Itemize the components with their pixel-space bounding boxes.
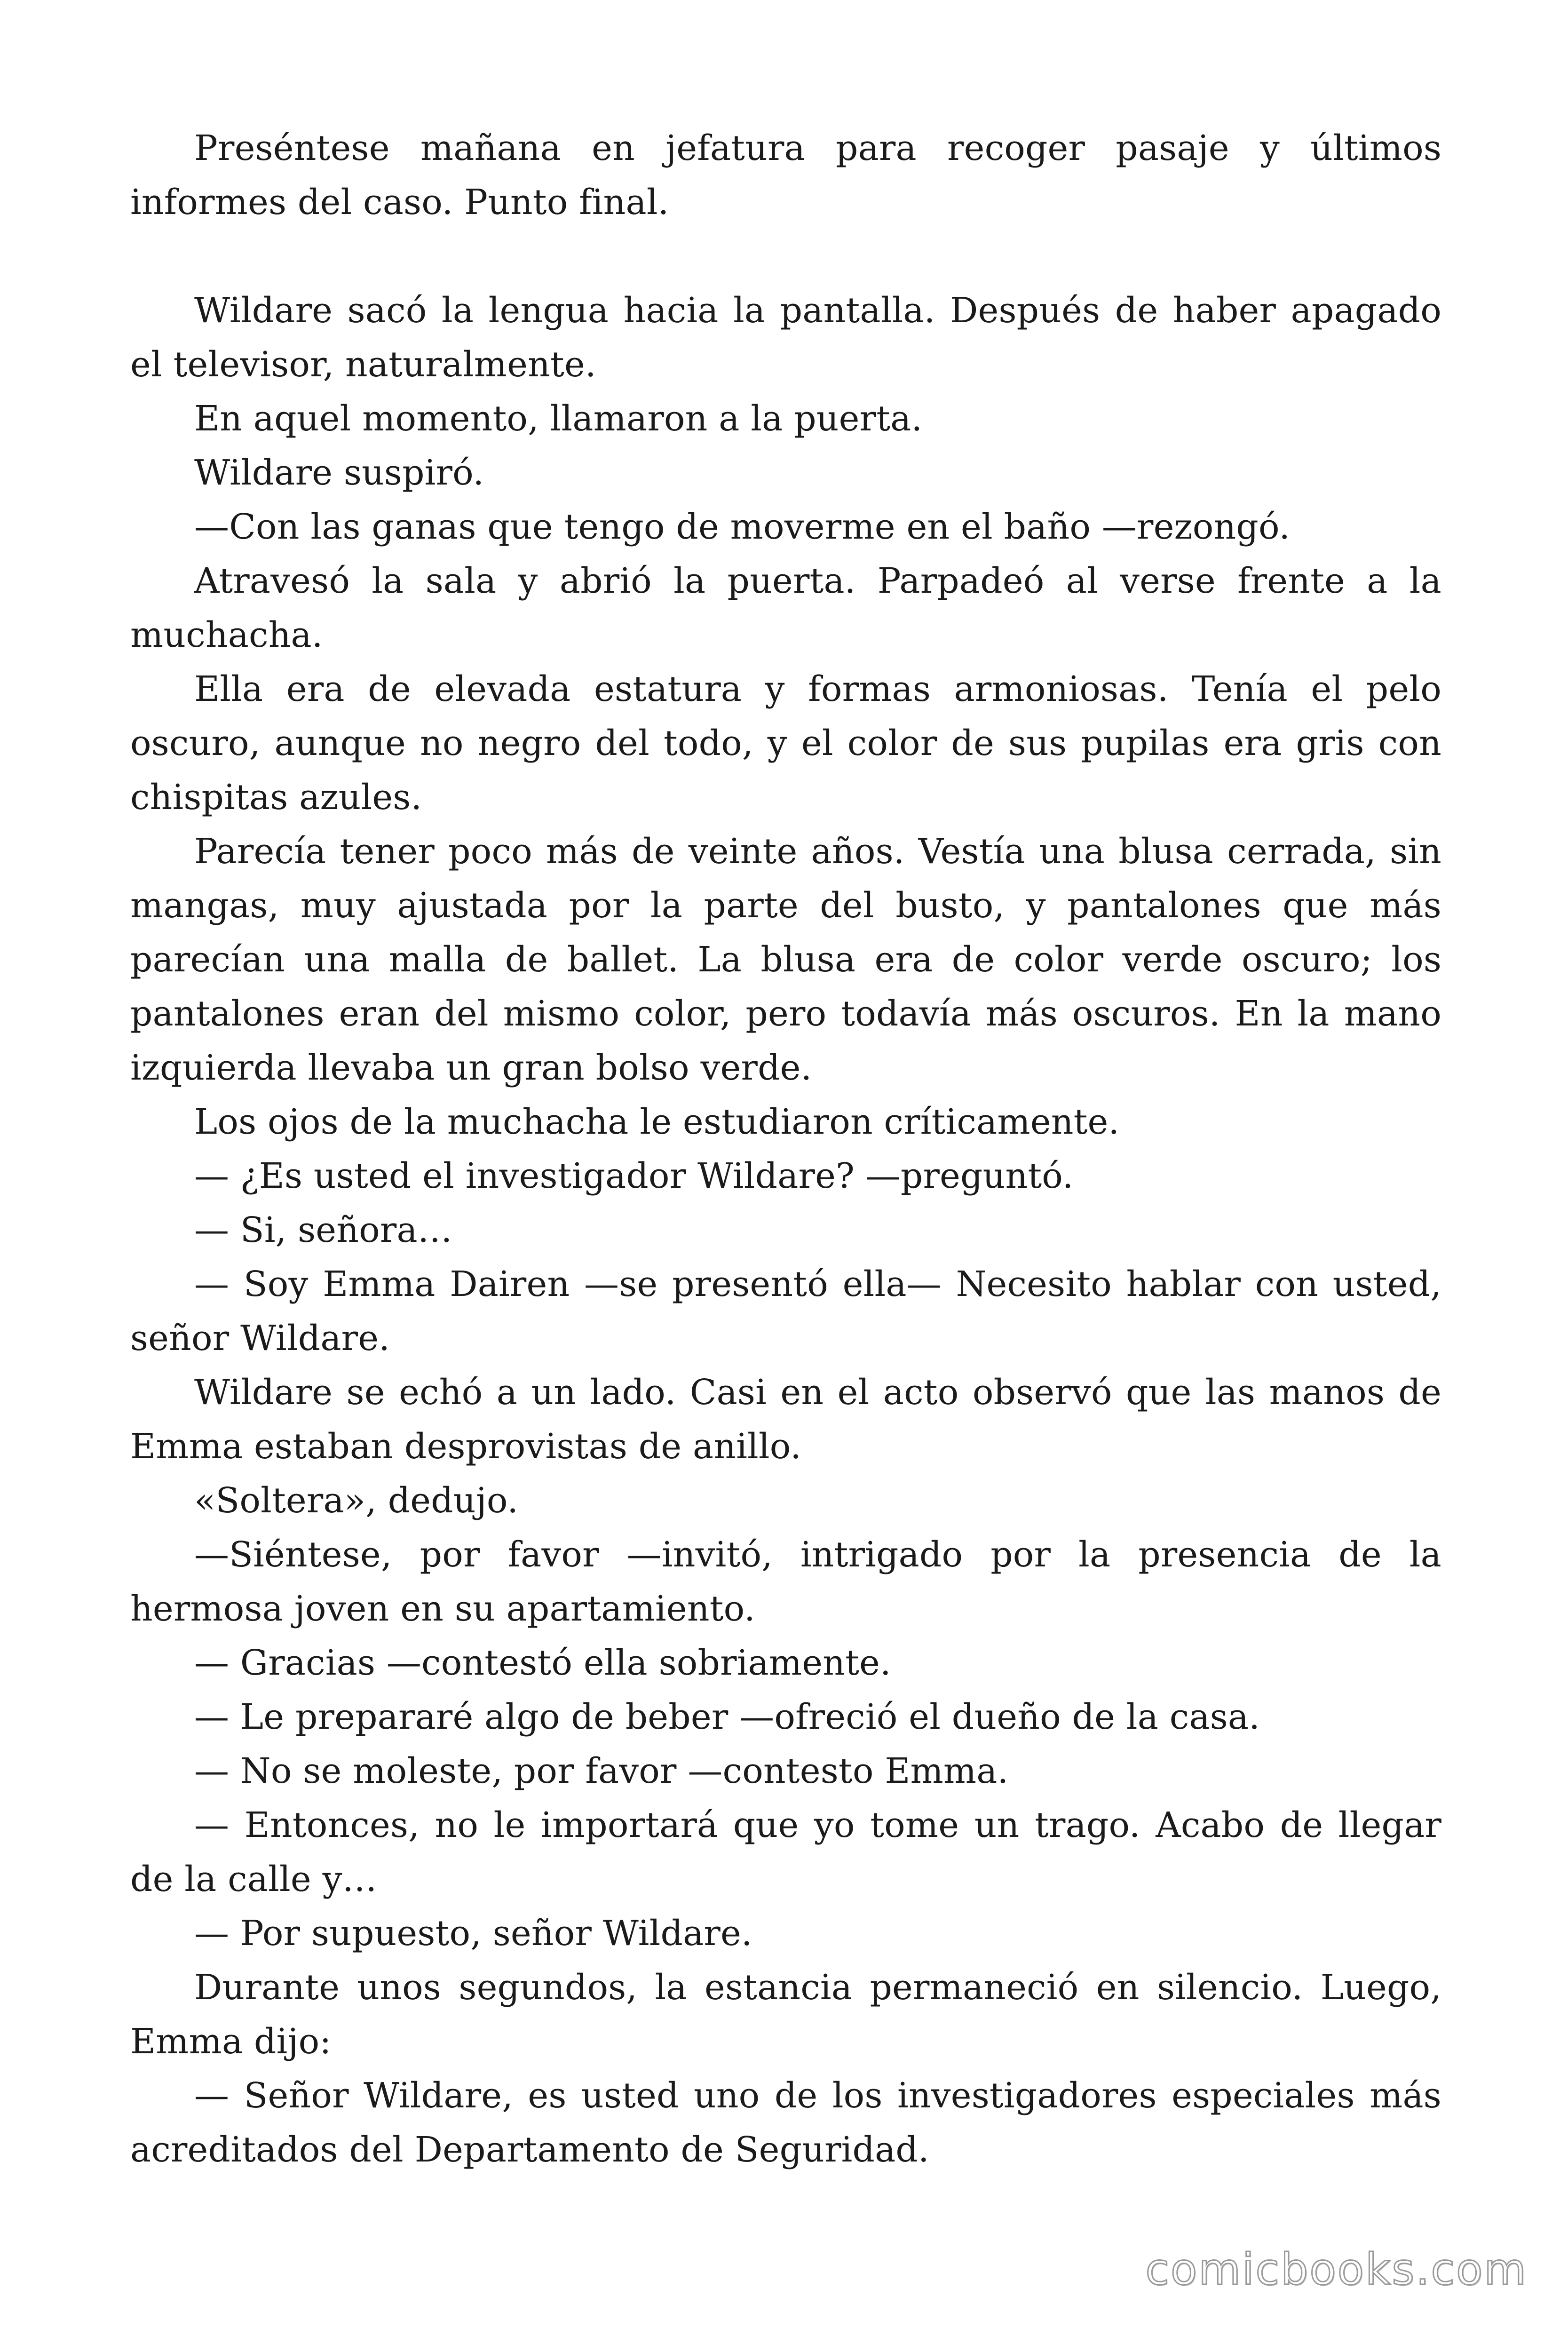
paragraph: — Gracias —contestó ella sobriamente. xyxy=(194,1643,891,1683)
paragraph: Los ojos de la muchacha le estudiaron críticamente. xyxy=(194,1102,1120,1142)
paragraph: Wildare sacó la lengua hacia la pantalla. Después de haber apagado el televisor, naturalmente. xyxy=(130,290,1441,385)
paragraph: Ella era de elevada estatura y formas armoniosas. Tenía el pelo oscuro, aunque no negro del todo, y el color de sus pupilas era gris con chispitas azules. xyxy=(130,669,1441,818)
body-text xyxy=(130,121,1441,2177)
paragraph: —Con las ganas que tengo de moverme en el baño —rezongó. xyxy=(194,507,1291,547)
paragraph: Preséntese mañana en jefatura para recoger pasaje y últimos informes del caso. Punto final. xyxy=(130,128,1441,222)
paragraph: Atravesó la sala y abrió la puerta. Parpadeó al verse frente a la muchacha. xyxy=(130,561,1441,655)
paragraph: — Por supuesto, señor Wildare. xyxy=(194,1913,752,1954)
paragraph: Durante unos segundos, la estancia permaneció en silencio. Luego, Emma dijo: xyxy=(130,1967,1441,2062)
paragraph: — Si, señora… xyxy=(194,1210,453,1250)
paragraph: —Siéntese, por favor —invitó, intrigado por la presencia de la hermosa joven en su apartamiento. xyxy=(130,1534,1441,1629)
watermark: comicbooks.com xyxy=(1145,2244,1528,2295)
paragraph: — Señor Wildare, es usted uno de los investigadores especiales más acreditados del Departamento de Seguridad. xyxy=(130,2075,1441,2170)
paragraph: — Entonces, no le importará que yo tome un trago. Acabo de llegar de la calle y… xyxy=(130,1805,1441,1899)
paragraph: En aquel momento, llamaron a la puerta. xyxy=(194,398,923,439)
paragraph: Wildare se echó a un lado. Casi en el acto observó que las manos de Emma estaban desprovistas de anillo. xyxy=(130,1372,1441,1467)
paragraph: — Soy Emma Dairen —se presentó ella— Necesito hablar con usted, señor Wildare. xyxy=(130,1264,1441,1359)
paragraph: Parecía tener poco más de veinte años. Vestía una blusa cerrada, sin mangas, muy ajustada por la parte del busto, y pantalones que más parecían una malla de ballet. La blusa era de color verde oscuro; los pantalones eran del mismo color, pero todavía más oscuros. En la mano izquierda llevaba un gran bolso verde. xyxy=(130,831,1441,1088)
paragraph: — ¿Es usted el investigador Wildare? —preguntó. xyxy=(194,1156,1074,1196)
paragraph: — Le prepararé algo de beber —ofreció el dueño de la casa. xyxy=(194,1697,1260,1737)
paragraph: — No se moleste, por favor —contesto Emma. xyxy=(194,1751,1009,1791)
paragraph: «Soltera», dedujo. xyxy=(194,1480,519,1521)
paragraph: Wildare suspiró. xyxy=(194,453,484,493)
